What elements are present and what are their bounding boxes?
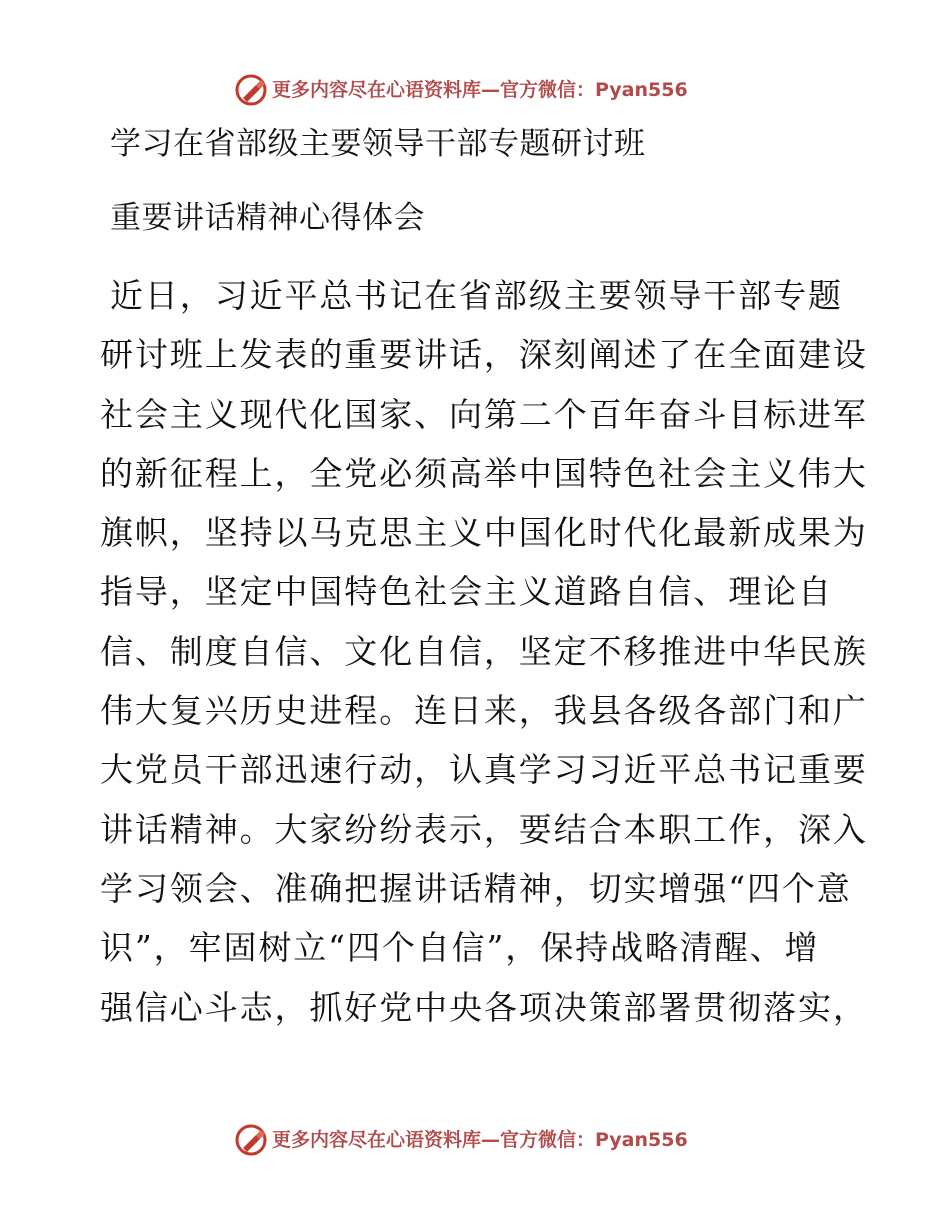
- body-line: 社会主义现代化国家、向第二个百年奋斗目标进军: [100, 394, 868, 434]
- body-line: 近日，习近平总书记在省部级主要领导干部专题: [110, 276, 843, 315]
- body-line: 讲话精神。大家纷纷表示，要结合本职工作，深入: [100, 809, 868, 849]
- body-line: 识”，牢固树立“四个自信”，保持战略清醒、增: [100, 928, 820, 968]
- body-line: 信、制度自信、文化自信，坚定不移推进中华民族: [100, 631, 868, 671]
- pen-logo-icon: [234, 73, 268, 107]
- body-line: 伟大复兴历史进程。连日来，我县各级各部门和广: [100, 691, 868, 731]
- body-line: 强信心斗志，抓好党中央各项决策部署贯彻落实，: [100, 987, 868, 1027]
- watermark-text: 更多内容尽在心语资料库—官方微信：Pyan556: [272, 79, 688, 101]
- body-line: 旗帜，坚持以马克思主义中国化时代化最新成果为: [100, 513, 868, 553]
- document-body: [100, 266, 868, 1037]
- body-line: 研讨班上发表的重要讲话，深刻阐述了在全面建设: [100, 335, 868, 375]
- watermark-text: 更多内容尽在心语资料库—官方微信：Pyan556: [272, 1129, 688, 1151]
- header-watermark-banner: [0, 70, 950, 110]
- body-line: 指导，坚定中国特色社会主义道路自信、理论自: [100, 572, 833, 612]
- body-line: 学习领会、准确把握讲话精神，切实增强“四个意: [100, 868, 852, 908]
- body-line: 的新征程上，全党必须高举中国特色社会主义伟大: [100, 453, 868, 493]
- document-title-line-2: 重要讲话精神心得体会: [110, 200, 425, 236]
- document-title-line-1: 学习在省部级主要领导干部专题研讨班: [110, 126, 646, 162]
- footer-watermark-banner: [0, 1120, 950, 1160]
- pen-logo-icon: [234, 1123, 268, 1157]
- body-line: 大党员干部迅速行动，认真学习习近平总书记重要: [100, 750, 868, 790]
